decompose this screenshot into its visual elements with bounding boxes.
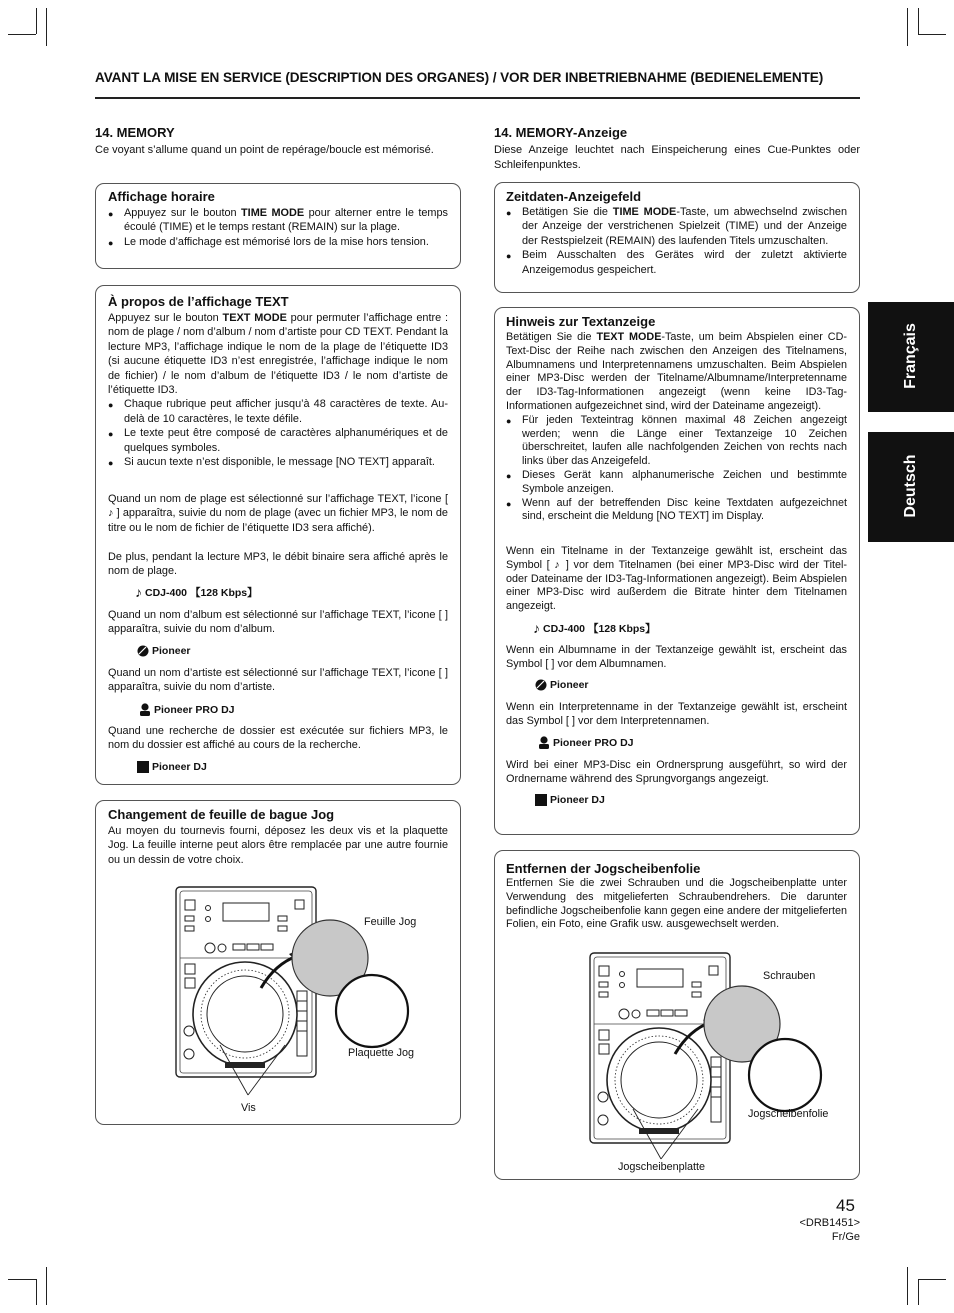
fr-jog-title: Changement de feuille de bague Jog (108, 807, 335, 822)
artist-icon (139, 703, 151, 716)
artist-icon (538, 736, 550, 749)
text: pour permuter l’affichage entre : nom de plage / nom d’album / nom d’artiste pour CD TEXT. Pendant la lecture MP3, l’affichage indique le nom de la plage de l’étiquette ID3 (si aucune étiquette ID3 n’est enregistrée, l’affichage indique le nom de fichier) / le nom d’album de l’étiquette ID3 / le nom d’artiste de l’étiquette ID3. (108, 312, 449, 397)
fr-text-body (108, 311, 448, 470)
de-jog-plate-disc (746, 1036, 824, 1114)
de-zeit-list (506, 205, 847, 277)
crop-mark (36, 1279, 37, 1305)
tab-francais (868, 302, 954, 412)
page-number: 45 (836, 1196, 855, 1215)
de-example-folder (535, 794, 605, 806)
de-label-schrauben: Schrauben (763, 970, 816, 982)
text: Chaque rubrique peut afficher jusqu’à 48 caractères de texte. Au-delà de 10 caractères, le texte défile. (124, 398, 448, 425)
tab-deutsch (868, 432, 954, 542)
doc-code (760, 1216, 860, 1244)
text: Wenn auf der betreffenden Disc keine Textdaten aufgezeichnet sind, erscheint die Meldung [NO TEXT] im Display. (522, 496, 847, 523)
de-hinweis-p5: Wird bei einer MP3-Disc ein Ordnersprung ausgeführt, so wird der Ordnername während des Sprungvorgangs angezeigt. (506, 759, 847, 786)
fr-jog-plate-disc (333, 972, 411, 1050)
crop-mark (907, 1267, 908, 1305)
crop-mark (918, 34, 946, 35)
fr-affichage-title: Affichage horaire (108, 189, 215, 204)
album-icon (137, 645, 149, 657)
fr-text-p3: De plus, pendant la lecture MP3, le débit binaire sera affiché après le nom de plage. (108, 551, 448, 578)
crop-mark (918, 1279, 946, 1280)
list-item (506, 497, 847, 525)
text: Appuyez sur le bouton (108, 312, 223, 324)
paragraph (108, 311, 448, 397)
crop-mark (907, 8, 908, 46)
lang-code-line: Fr/Ge (831, 1231, 860, 1243)
list-item (108, 206, 448, 235)
list-item (506, 469, 847, 497)
paragraph (506, 331, 847, 414)
doc-code-line: <DRB1451> (799, 1217, 860, 1229)
note-icon: ♪ (533, 620, 540, 636)
text: -Taste, um beim Abspielen einer CD-Text-Disc der Reihe nach zwischen den Anzeigen des Titelnamens, Albumnamens und Interpretennamens umzuschalten. Beim Abspielen einer MP3-Disc werden der Titelname/Albumname/Interpretenname der ID3-Tag-Informationen angezeigt (wenn keine ID3-Tag-Informationen aufgezeichnet sind, wird der Dateiname angezeigt). (506, 331, 847, 412)
bullet-icon: ● (506, 470, 512, 481)
album-icon (535, 679, 547, 691)
de-memory-text: Diese Anzeige leuchtet nach Einspeicherung eines Cue-Punktes oder Schleifenpunktes. (494, 144, 860, 171)
header-rule (95, 97, 860, 99)
key-label: TEXT MODE (596, 331, 662, 343)
bullet-icon: ● (108, 209, 114, 219)
bullet-icon: ● (108, 237, 114, 248)
de-example-track (533, 620, 656, 636)
fr-label-vis: Vis (241, 1102, 256, 1114)
list-item (506, 414, 847, 469)
tab-francais-label: Français (902, 323, 919, 389)
text: Le texte peut être composé de caractères alphanumériques et de quelques symboles. (124, 427, 448, 454)
crop-mark (8, 1279, 36, 1280)
tab-deutsch-label: Deutsch (902, 454, 919, 518)
fr-label-feuille: Feuille Jog (364, 916, 417, 928)
fr-memory-title: 14. MEMORY (95, 125, 175, 140)
list-item (506, 248, 847, 277)
de-label-folie: Jogscheibenfolie (748, 1108, 829, 1120)
bullet-icon: ● (108, 400, 114, 411)
fr-text-p4: Quand un nom d’album est sélectionné sur l’affichage TEXT, l’icone [ ] apparaîtra, suivie du nom d’album. (108, 609, 448, 636)
list-item (108, 397, 448, 426)
example-text: Pioneer DJ (152, 761, 207, 773)
de-hinweis-p4: Wenn ein Interpretenname in der Textanzeige gewählt ist, erscheint das Symbol [ ] vor dem Interpretennamen. (506, 701, 847, 728)
de-jog-text: Entfernen Sie die zwei Schrauben und die Jogscheibenplatte unter Verwendung des mitgelieferten Schraubendrehers. Die darunter befindliche Jogscheibenfolie kann gegen eine andere der mitgelieferten Folien, ein Foto, eine Grafik usw. ausgewechselt werden. (506, 877, 847, 931)
fr-text-title: À propos de l’affichage TEXT (108, 294, 289, 309)
bullet-icon: ● (108, 458, 114, 469)
fr-text-p5: Quand un nom d’artiste est sélectionné sur l’affichage TEXT, l’icone [ ] apparaîtra, suivie du nom d’artiste. (108, 667, 448, 694)
example-text: Pioneer PRO DJ (154, 703, 235, 716)
bullet-icon: ● (506, 251, 512, 262)
example-text: Pioneer DJ (550, 794, 605, 806)
key-label: TIME MODE (612, 206, 677, 218)
text: Dieses Gerät kann alphanumerische Zeichen und bestimmte Symbole anzeigen. (522, 468, 847, 495)
page-header: AVANT LA MISE EN SERVICE (DESCRIPTION DES ORGANES) / VOR DER INBETRIEBNAHME (BEDIENELEMENTE) (95, 70, 824, 85)
crop-mark (36, 8, 37, 34)
de-zeit-title: Zeitdaten-Anzeigefeld (506, 189, 642, 204)
de-jog-title: Entfernen der Jogscheibenfolie (506, 861, 701, 876)
text: Beim Ausschalten des Gerätes wird der zuletzt aktivierte Anzeigemodus gespeichert. (522, 249, 847, 276)
de-memory-title: 14. MEMORY-Anzeige (494, 125, 628, 140)
list-item (108, 426, 448, 455)
example-text: CDJ-400 【128 Kbps】 (145, 586, 258, 599)
fr-example-track (135, 584, 258, 600)
de-hinweis-body (506, 331, 847, 524)
fr-example-album (137, 645, 191, 657)
de-example-artist (538, 736, 634, 749)
list-item (108, 455, 448, 470)
fr-jog-text: Au moyen du tournevis fourni, déposez les deux vis et la plaquette Jog. La feuille interne peut alors être remplacée par une autre fournie ou un dessin de votre choix. (108, 825, 448, 866)
crop-mark (46, 8, 47, 46)
fr-screw-pointer (215, 1040, 290, 1100)
bullet-icon: ● (506, 208, 512, 218)
example-text: Pioneer (152, 645, 191, 657)
text: Le mode d’affichage est mémorisé lors de la mise hors tension. (124, 235, 429, 248)
key-label: TEXT MODE (222, 312, 287, 324)
crop-mark (8, 34, 36, 35)
list-item (108, 235, 448, 250)
fr-text-p2: Quand un nom de plage est sélectionné sur l’affichage TEXT, l’icone [ ♪ ] apparaîtra, suivie du nom de plage (avec un fichier MP3, le nom de titre ou le nom de fichier de l’étiquette ID3 sera affiché). (108, 493, 448, 534)
fr-example-artist (139, 703, 235, 716)
fr-example-folder (137, 761, 207, 773)
folder-icon (535, 794, 547, 806)
crop-mark (918, 1279, 919, 1305)
fr-text-p6: Quand une recherche de dossier est exécutée sur fichiers MP3, le nom du dossier est affiché au cours de la recherche. (108, 725, 448, 752)
de-hinweis-title: Hinweis zur Textanzeige (506, 314, 656, 329)
text: Betätigen Sie die (522, 206, 613, 218)
note-icon: ♪ (135, 584, 142, 600)
fr-memory-text: Ce voyant s’allume quand un point de repérage/boucle est mémorisé. (95, 144, 434, 156)
de-example-album (535, 679, 589, 691)
crop-mark (918, 8, 919, 34)
bullet-icon: ● (108, 429, 114, 440)
de-hinweis-p2: Wenn ein Titelname in der Textanzeige gewählt ist, erscheint das Symbol [ ♪ ] vor dem Titelnamen (bei einer MP3-Disc wird der Titel- oder Dateiname der ID3-Tag-Informationen angezeigt). Beim Abspielen einer MP3-Disc wird außerdem die Bitrate hinter dem Titelnamen angezeigt. (506, 545, 847, 613)
text: Für jeden Texteintrag können maximal 48 Zeichen angezeigt werden; wenn die Länge einer Textanzeige 10 Zeichen überschreitet, laufen alle nachfolgenden Zeichen von rechts nach links über das Anzeigefeld. (522, 413, 847, 468)
fr-affichage-list (108, 206, 448, 250)
bullet-icon: ● (506, 415, 512, 426)
folder-icon (137, 761, 149, 773)
text: Si aucun texte n’est disponible, le message [NO TEXT] apparaît. (124, 456, 435, 469)
de-screw-pointer (628, 1104, 703, 1164)
de-hinweis-p3: Wenn ein Albumname in der Textanzeige gewählt ist, erscheint das Symbol [ ] vor dem Albumnamen. (506, 644, 847, 671)
de-label-platte: Jogscheibenplatte (618, 1161, 706, 1173)
example-text: Pioneer PRO DJ (553, 736, 634, 749)
text: Betätigen Sie die (506, 331, 597, 343)
text: pour alterner entre le temps écoulé (TIME) et le temps restant (REMAIN) sur la plage. (124, 207, 448, 234)
list-item (506, 205, 847, 248)
example-text: Pioneer (550, 679, 589, 691)
text: Appuyez sur le bouton (124, 207, 242, 219)
text: -Taste, um abwechselnd zwischen der Anzeige der verstrichenen Spielzeit (TIME) und der Anzeige der Restspielzeit (REMAIN) des laufenden Titels umzuschalten. (522, 206, 847, 247)
key-label: TIME MODE (241, 207, 305, 219)
fr-label-plaquette: Plaquette Jog (348, 1047, 415, 1059)
bullet-icon: ● (506, 498, 512, 509)
example-text: CDJ-400 【128 Kbps】 (543, 622, 656, 635)
crop-mark (46, 1267, 47, 1305)
